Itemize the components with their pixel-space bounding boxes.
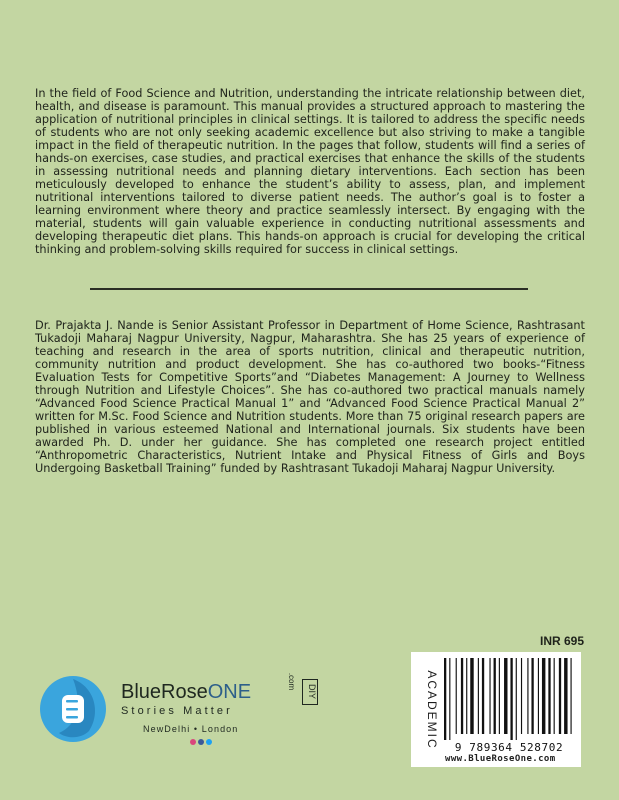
publisher-name xyxy=(121,672,317,704)
isbn-number: 9 789364 528702 xyxy=(454,741,564,754)
instagram-icon xyxy=(190,739,196,745)
publisher-dotcom: .com xyxy=(287,672,297,691)
divider-line xyxy=(90,288,528,290)
publisher-website: www.BlueRoseOne.com xyxy=(445,754,556,764)
publisher-name-part1: BlueRose xyxy=(121,681,208,703)
publisher-diy-badge: DIY xyxy=(302,679,318,705)
back-cover-blurb: In the field of Food Science and Nutrition, understanding the intricate relationship between diet, health, and disease is paramount. This manual provides a structured approach to mastering the application of nutritional principles in clinical settings. It is tailored to address the specific needs of students who are not only seeking academic excellence but also striving to make a tangible impact in the field of therapeutic nutrition. In the pages that follow, students will find a series of hands-on exercises, case studies, and practical exercises that enhance the skills of the students in assessing nutritional needs and planning dietary interventions. Each section has been meticulously developed to enhance the student’s ability to assess, plan, and implement nutritional interventions tailored to diverse patient needs. The author’s goal is to foster a learning environment where theory and practice seamlessly intersect. By engaging with the material, students will gain valuable experience in conducting nutritional assessments and developing therapeutic diet plans. This hands-on approach is crucial for developing the critical thinking and problem-solving skills required for success in clinical settings. xyxy=(35,87,585,256)
genre-label: ACADEMIC xyxy=(425,670,439,750)
publisher-tagline: Stories Matter xyxy=(121,705,233,717)
publisher-locations: NewDelhi • London xyxy=(143,724,239,734)
social-icons xyxy=(190,739,212,745)
isbn-barcode xyxy=(444,658,574,740)
twitter-icon xyxy=(206,739,212,745)
facebook-icon xyxy=(198,739,204,745)
price-label: INR 695 xyxy=(540,634,585,648)
author-bio: Dr. Prajakta J. Nande is Senior Assistant Professor in Department of Home Science, Rashtrasant Tukadoji Maharaj Nagpur University, Nagpur, Maharashtra. She has 25 years of experience of teaching and research in the area of sports nutrition, clinical and therapeutic nutrition, community nutrition and product development. She has co-authored two books-“Fitness Evaluation Tests for Competitive Sports”and “Diabetes Management: A Journey to Wellness through Nutrition and Lifestyle Choices”. She has co-authored two practical manuals namely “Advanced Food Science Practical Manual 1” and “Advanced Food Science Practical Manual 2” written for M.Sc. Food Science and Nutrition students. More than 75 original research papers are published in various esteemed National and International journals. Six students have been awarded Ph. D. under her guidance. She has completed one research project entitled “Anthropometric Characteristics, Nutrient Intake and Physical Fitness of Girls and Boys Undergoing Basketball Training” funded by Rashtrasant Tukadoji Maharaj Nagpur University. xyxy=(35,319,585,475)
publisher-name-part2: ONE xyxy=(207,681,252,703)
bluerose-logo-icon xyxy=(37,673,109,745)
